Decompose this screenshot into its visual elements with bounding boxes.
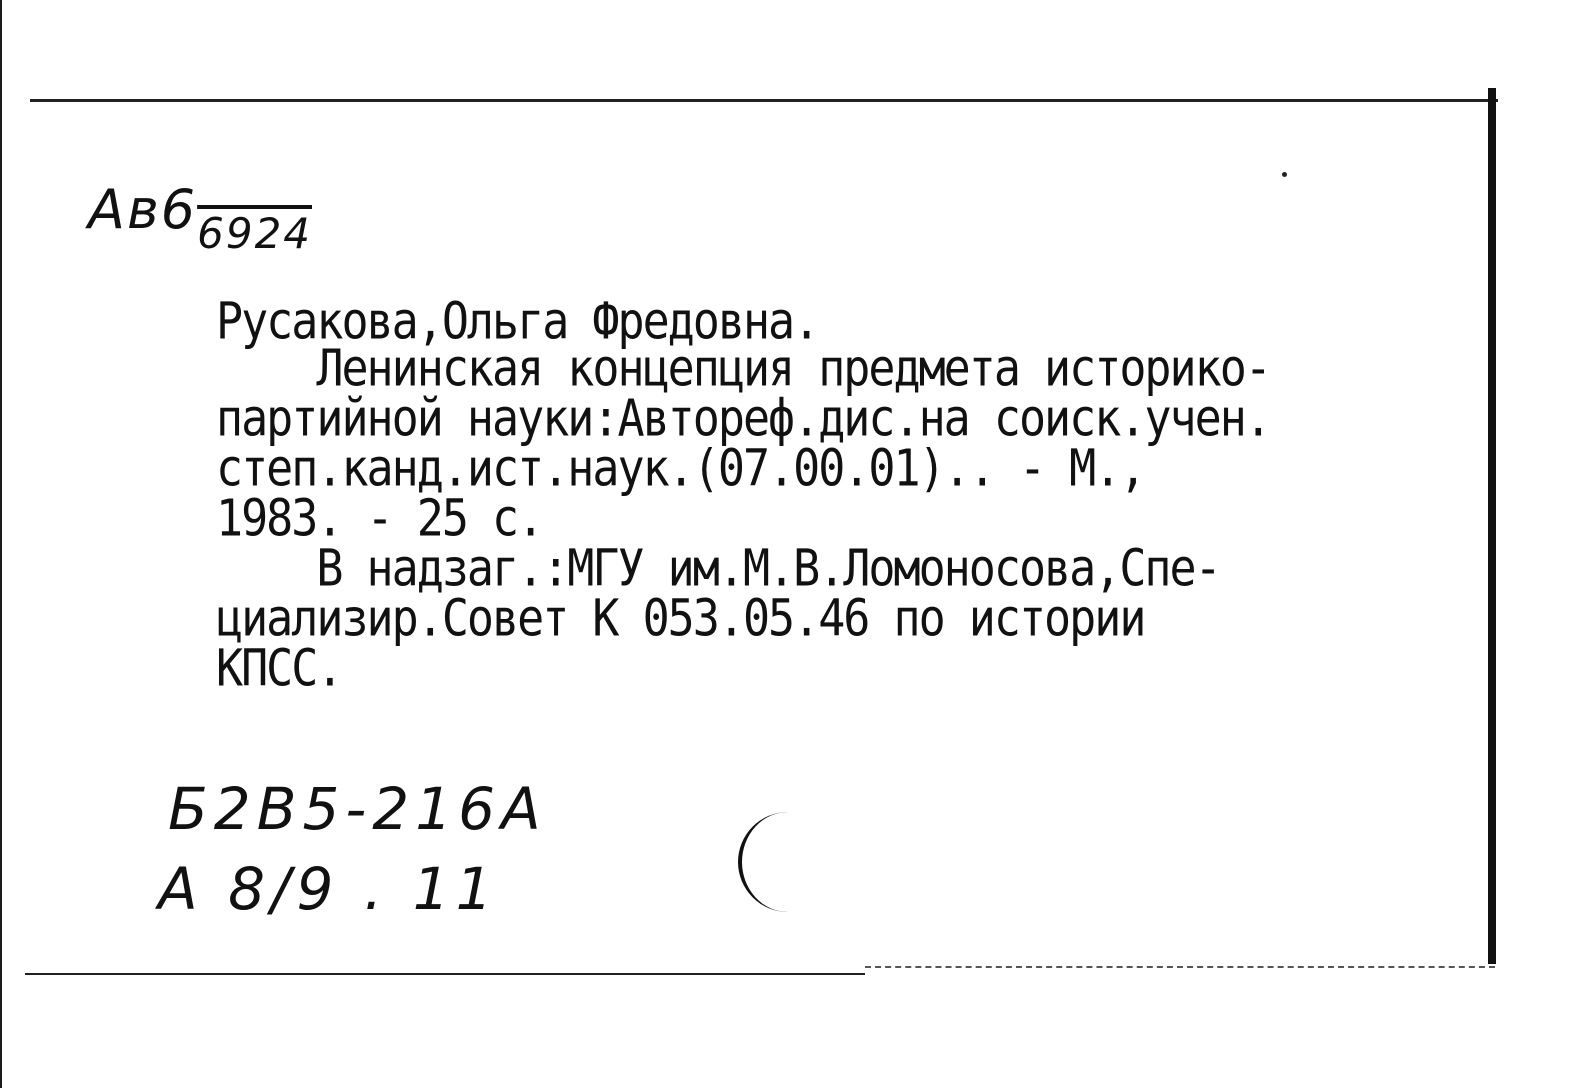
handwritten-shelf-mark-top	[88, 178, 313, 258]
ink-speck	[1282, 172, 1287, 177]
card-line-author: Русакова,Ольга Фредовна.	[216, 291, 819, 351]
card-bottom-border-faded	[865, 966, 1495, 968]
card-line-note-cont: циализир.Совет К 053.05.46 по истории	[216, 588, 1145, 648]
card-line-degree: степ.канд.ист.наук.(07.00.01).. - М.,	[216, 438, 1145, 498]
card-right-border	[1488, 88, 1496, 964]
shelf-mark-number: 6924	[197, 209, 313, 258]
card-top-border	[30, 99, 1498, 102]
handwritten-bracket-mark	[738, 812, 862, 912]
card-line-year-pages: 1983. - 25 с.	[216, 488, 543, 548]
card-line-title-cont: партийной науки:Автореф.дис.на соиск.учен.	[216, 388, 1270, 448]
shelf-mark-main: Ав6	[88, 178, 198, 241]
card-line-note: В надзаг.:МГУ им.М.В.Ломоносова,Спе-	[216, 538, 1220, 598]
card-line-note-end: КПСС.	[216, 638, 342, 698]
card-line-title: Ленинская концепция предмета историко-	[216, 338, 1270, 398]
scan-left-edge	[0, 0, 2, 1088]
card-bottom-border	[25, 973, 865, 975]
handwritten-location-code: А 8/9 . 11	[158, 855, 499, 923]
handwritten-classification-code: Б2В5-216А	[168, 775, 547, 843]
